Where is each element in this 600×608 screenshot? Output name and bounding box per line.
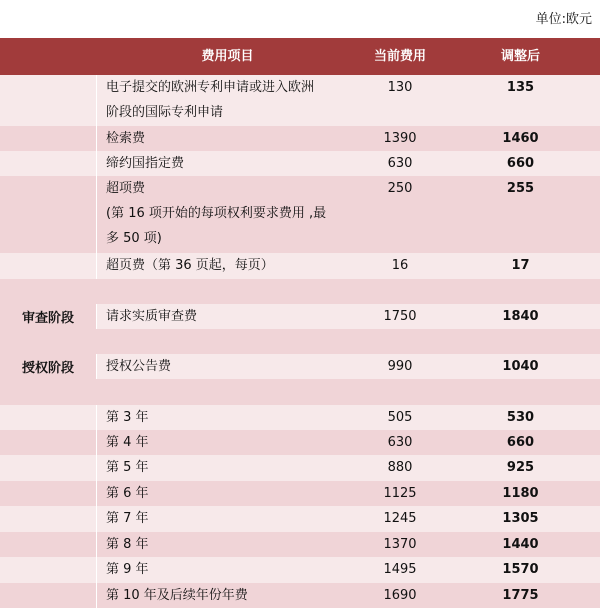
unit-label: 单位:欧元	[535, 12, 592, 27]
stage-grant: 授权阶段	[0, 354, 96, 379]
table-row: 请求实质审查费 1750 1840	[0, 304, 600, 329]
table-row: 超页费（第 36 页起，每页） 16 17	[0, 253, 600, 279]
stage-examination: 审查阶段	[0, 304, 96, 329]
table-row: 第 4 年 630 660	[0, 430, 600, 455]
table-row: 第 7 年 1245 1305	[0, 506, 600, 532]
spacer-row	[0, 329, 600, 354]
table-row: 第 10 年及后续年份年费 1690 1775	[0, 583, 600, 608]
fee-table	[0, 38, 600, 608]
table-row: 第 6 年 1125 1180	[0, 481, 600, 506]
table-header	[0, 38, 600, 75]
table-row: 授权公告费 990 1040	[0, 354, 600, 379]
table-row: 超项费 (第 16 项开始的每项权利要求费用 ,最 多 50 项) 250 255	[0, 176, 600, 253]
table-row: 缔约国指定费 630 660	[0, 151, 600, 176]
header-adjusted: 调整后	[500, 49, 540, 64]
table-row: 电子提交的欧洲专利申请或进入欧洲 阶段的国际专利申请 130 135	[0, 75, 600, 126]
table-row: 第 5 年 880 925	[0, 455, 600, 481]
spacer-row	[0, 379, 600, 405]
table-row: 第 9 年 1495 1570	[0, 557, 600, 583]
spacer-row	[0, 279, 600, 304]
table-row: 检索费 1390 1460	[0, 126, 600, 151]
header-item: 费用项目	[201, 49, 254, 64]
table-row: 第 8 年 1370 1440	[0, 532, 600, 557]
header-current: 当前费用	[373, 49, 426, 64]
table-row: 第 3 年 505 530	[0, 405, 600, 430]
